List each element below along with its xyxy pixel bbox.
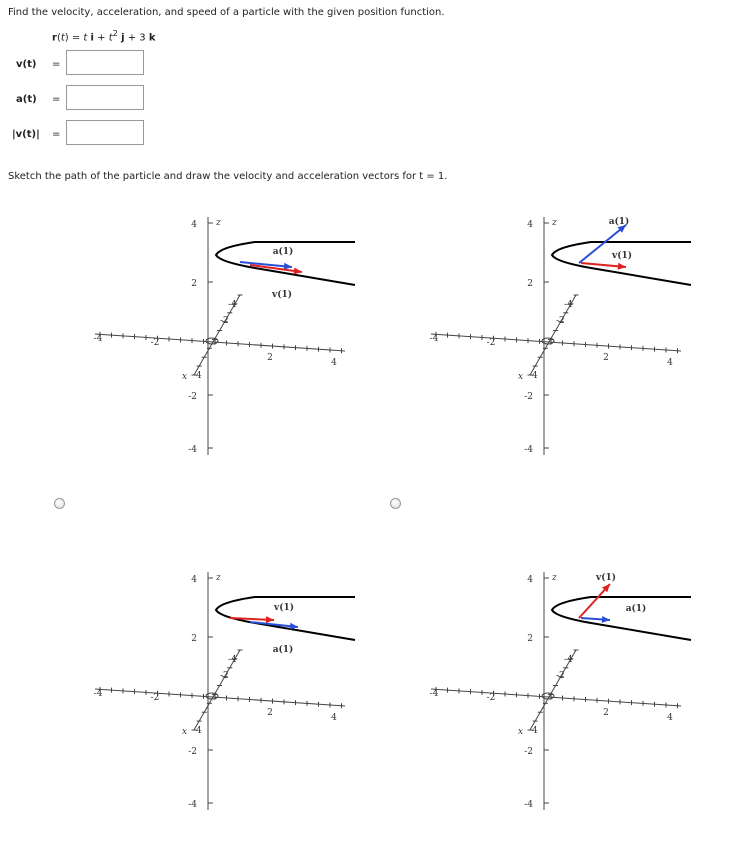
x-tick-label-neg4: -4 — [228, 655, 237, 665]
z-tick-label: 2 — [191, 279, 197, 289]
z-tick-label: -4 — [188, 445, 197, 455]
z-tick-label: 4 — [191, 575, 197, 585]
y-tick-label-2: 2 — [603, 708, 609, 718]
top-vector-label: a(1) — [272, 247, 294, 257]
z-tick-label: -4 — [188, 800, 197, 810]
z-tick-label: 2 — [191, 634, 197, 644]
y-tick-label-neg4: -4 — [93, 689, 103, 699]
velocity-label: v(t) — [16, 59, 37, 70]
radio-option-2[interactable] — [390, 498, 401, 509]
z-tick-label: -4 — [524, 800, 533, 810]
y-tick-label-4: 4 — [331, 713, 337, 723]
x-axis-label: x — [518, 372, 524, 382]
y-tick-label-neg2: -2 — [150, 338, 160, 348]
x-tick-label-neg4: -4 — [564, 655, 573, 665]
velocity-vector — [581, 263, 626, 270]
y-tick-label-4: 4 — [667, 358, 673, 368]
sketch-prompt: Sketch the path of the particle and draw the velocity and acceleration vectors for t = 1. — [8, 171, 448, 182]
position-function: r(t) = t $i + t^2$ j + 3 k — [52, 28, 156, 44]
graph-option-4 — [416, 570, 716, 830]
velocity-vector — [579, 584, 610, 618]
bottom-vector-label: a(1) — [272, 645, 294, 655]
particle-path — [552, 597, 691, 640]
acceleration-input[interactable] — [66, 85, 144, 110]
y-tick-label-neg4: -4 — [429, 334, 439, 344]
x-tick-label-neg4: -4 — [228, 300, 237, 310]
x-tick-label-neg2: -2 — [220, 671, 229, 681]
bottom-vector-label: a(1) — [625, 604, 647, 614]
x-axis-label: x — [518, 727, 524, 737]
y-tick-label-neg4: -4 — [93, 334, 103, 344]
x-tick-label-4: 4 — [196, 371, 202, 381]
speed-equals: = — [52, 129, 61, 140]
y-tick-label-neg2: -2 — [150, 693, 160, 703]
z-tick-label: -2 — [524, 392, 533, 402]
graph-option-3 — [80, 570, 380, 830]
y-tick-label-neg2: -2 — [486, 338, 496, 348]
y-tick-label-4: 4 — [331, 358, 337, 368]
z-tick-label: 4 — [191, 220, 197, 230]
x-axis-label: x — [182, 372, 188, 382]
z-axis-label: z — [216, 218, 221, 228]
bottom-vector-label: v(1) — [611, 251, 633, 261]
particle-path — [552, 242, 691, 285]
top-vector-label: v(1) — [595, 573, 617, 583]
velocity-equals: = — [52, 59, 61, 70]
y-tick-label-4: 4 — [667, 713, 673, 723]
y-tick-label-2: 2 — [267, 708, 273, 718]
x-tick-label-4: 4 — [532, 726, 538, 736]
z-axis-label: z — [552, 218, 557, 228]
x-tick-label-4: 4 — [532, 371, 538, 381]
acceleration-label: a(t) — [16, 94, 37, 105]
top-vector-label: v(1) — [273, 603, 295, 613]
z-axis-label: z — [552, 573, 557, 583]
radio-option-1[interactable] — [54, 498, 65, 509]
z-axis-label: z — [216, 573, 221, 583]
question-prompt: Find the velocity, acceleration, and speed of a particle with the given position function. — [8, 7, 445, 18]
z-tick-label: -2 — [524, 747, 533, 757]
y-tick-label-neg2: -2 — [486, 693, 496, 703]
z-tick-label: 2 — [527, 279, 533, 289]
graph-option-2 — [416, 215, 716, 475]
x-tick-label-neg2: -2 — [220, 316, 229, 326]
z-tick-label: 4 — [527, 220, 533, 230]
z-tick-label: 4 — [527, 575, 533, 585]
z-tick-label: -2 — [188, 747, 197, 757]
top-vector-label: a(1) — [608, 217, 630, 227]
x-tick-label-neg2: -2 — [556, 671, 565, 681]
y-tick-label-2: 2 — [267, 353, 273, 363]
y-tick-label-neg4: -4 — [429, 689, 439, 699]
graph-option-1 — [80, 215, 380, 475]
speed-label: |v(t)| — [12, 129, 40, 140]
bottom-vector-label: v(1) — [271, 290, 293, 300]
acceleration-equals: = — [52, 94, 61, 105]
x-tick-label-4: 4 — [196, 726, 202, 736]
velocity-input[interactable] — [66, 50, 144, 75]
z-tick-label: -4 — [524, 445, 533, 455]
speed-input[interactable] — [66, 120, 144, 145]
formula-r: r — [52, 32, 57, 44]
y-tick-label-2: 2 — [603, 353, 609, 363]
x-axis-label: x — [182, 727, 188, 737]
x-tick-label-neg2: -2 — [556, 316, 565, 326]
z-tick-label: 2 — [527, 634, 533, 644]
x-tick-label-neg4: -4 — [564, 300, 573, 310]
z-tick-label: -2 — [188, 392, 197, 402]
